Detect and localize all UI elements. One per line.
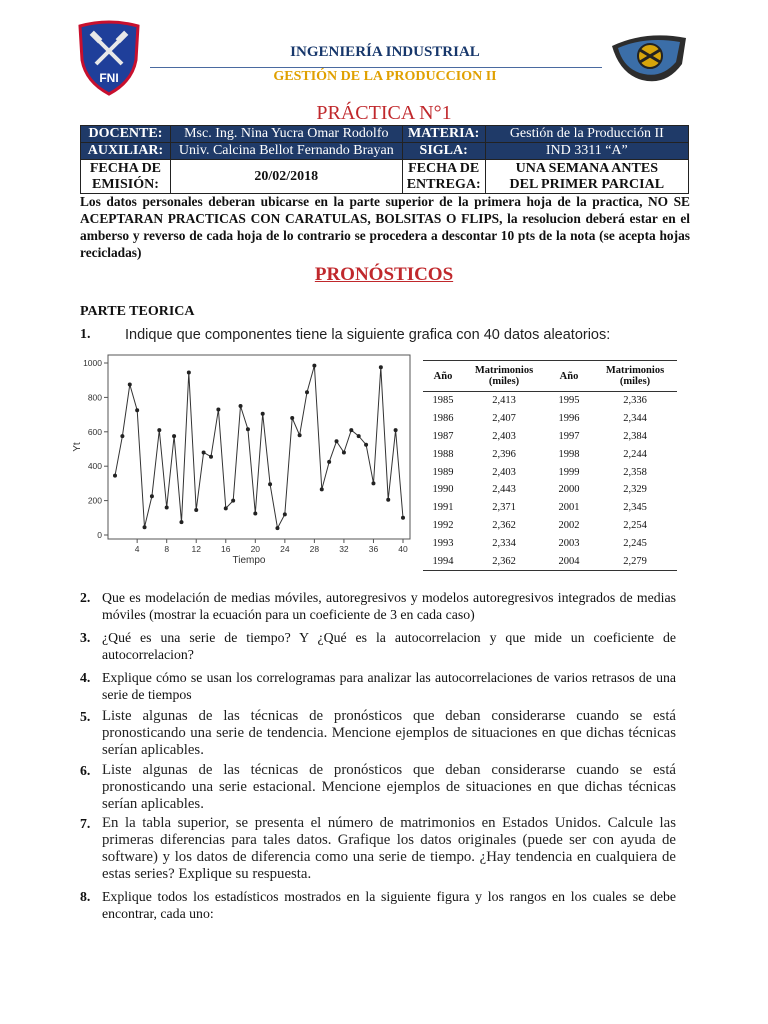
col-header-marriages-1: Matrimonios (miles) [463, 361, 545, 392]
data-point [239, 404, 243, 408]
question-8: 8. Explique todos los estadísticos mostrados en la siguiente figura y los rangos en los cuales se debe encontrar, cada uno: [80, 889, 676, 921]
data-point [298, 433, 302, 437]
x-tick-label: 4 [134, 544, 140, 554]
data-point [187, 370, 191, 374]
sigla-label: SIGLA: [402, 143, 485, 160]
x-tick-label: 32 [339, 544, 349, 554]
header-course-title: GESTIÓN DE LA PRODUCCION II [273, 69, 497, 84]
y-tick-label: 200 [87, 495, 102, 506]
y-tick-label: 400 [87, 461, 102, 472]
data-point [342, 450, 346, 454]
materia-value: Gestión de la Producción II [485, 126, 688, 143]
data-point [113, 474, 117, 478]
x-tick-label: 28 [309, 544, 320, 554]
question-7: 7. En la tabla superior, se presenta el número de matrimonios en Estados Unidos. Calcule las primeras diferencias para tales datos. Grafique los datos originales (puede ser con ayuda de software) y los datos de diferencia como una serie de tiempo. ¿Hay tendencia en cualquiera de estas series? Explique su respuesta. [80, 815, 676, 882]
industrial-engineering-logo [606, 28, 692, 88]
data-point [179, 520, 183, 524]
data-point [143, 525, 147, 529]
data-point [231, 499, 235, 503]
header-divider [150, 67, 602, 68]
x-tick-label: 16 [221, 544, 231, 554]
data-point [394, 428, 398, 432]
col-header-year-2: Año [545, 361, 593, 392]
x-tick-label: 24 [280, 544, 290, 554]
data-point [290, 416, 294, 420]
question-1-number: 1. [80, 327, 91, 342]
data-point [202, 450, 206, 454]
question-6: 6. Liste algunas de las técnicas de pronósticos que deban considerarse cuando se está pronosticando una serie estacional. Mencione ejemplos de situaciones en que dichas técnicas serían aplicables. [80, 762, 676, 812]
materia-label: MATERIA: [402, 126, 485, 143]
x-axis-label: Tiempo [232, 555, 266, 566]
auxiliar-label: AUXILIAR: [81, 143, 171, 160]
table-row: 1988 2,396 1998 2,244 [432, 448, 647, 460]
data-point [135, 408, 139, 412]
header-program-title: INGENIERÍA INDUSTRIAL [290, 44, 480, 60]
data-point [371, 481, 375, 485]
data-point [305, 390, 309, 394]
question-3: 3. ¿Qué es una serie de tiempo? Y ¿Qué es la autocorrelacion y que mide un coeficiente de autocorrelacion? [80, 630, 676, 662]
data-point [379, 365, 383, 369]
data-point [327, 460, 331, 464]
data-point [216, 407, 220, 411]
table-row: 1985 2,413 1995 2,336 [432, 395, 647, 407]
question-2: 2. Que es modelación de medias móviles, autoregresivos y modelos autoregresivos integrados de medias móviles (mostrar la ecuación para un coeficiente de 3 en cada caso) [80, 590, 676, 622]
marriages-table [423, 360, 677, 571]
table-row: 1992 2,362 2002 2,254 [432, 519, 647, 531]
y-tick-label: 1000 [83, 358, 102, 368]
emision-label: FECHA DE EMISIÓN: [81, 160, 171, 194]
data-point [268, 482, 272, 486]
table-row: 1989 2,403 1999 2,358 [432, 466, 647, 478]
data-point [312, 364, 316, 368]
docente-value: Msc. Ing. Nina Yucra Omar Rodolfo [170, 126, 402, 143]
data-point [128, 383, 132, 387]
x-tick-label: 40 [398, 544, 408, 554]
entrega-value: UNA SEMANA ANTES DEL PRIMER PARCIAL [485, 160, 688, 194]
data-point [349, 428, 353, 432]
data-point [253, 512, 257, 516]
col-header-marriages-2: Matrimonios (miles) [593, 361, 677, 392]
table-row: 1987 2,403 1997 2,384 [432, 430, 647, 442]
time-series-chart [68, 349, 416, 568]
table-row: 1990 2,443 2000 2,329 [432, 484, 647, 496]
question-5: 5. Liste algunas de las técnicas de pronósticos que deban considerarse cuando se está pronosticando una serie de tendencia. Mencione ejemplos de situaciones en que dichas técnicas serían aplicables. [80, 708, 676, 758]
data-point [401, 516, 405, 520]
col-header-year-1: Año [423, 361, 463, 392]
x-tick-label: 36 [368, 544, 379, 554]
data-point [120, 434, 124, 438]
table-row: 1994 2,362 2004 2,279 [423, 552, 677, 570]
course-info-table [80, 125, 689, 194]
x-tick-label: 20 [250, 544, 261, 554]
data-point [224, 506, 228, 510]
section-title: PRONÓSTICOS [314, 264, 454, 285]
submission-notice: Los datos personales deberan ubicarse en la parte superior de la primera hoja de la practica, NO SE ACEPTARAN PRACTICAS CON CARATULAS, BOLSITAS O FLIPS, la resolucion deberá estar en el amberso y reverso de cada hoja de lo contrario se procedera a descontar 10 pts de la nota (se acepta hojas recicladas) [80, 194, 690, 260]
table-row: 1986 2,407 1996 2,344 [432, 413, 647, 425]
data-point [194, 508, 198, 512]
sigla-value: IND 3311 “A” [485, 143, 688, 160]
x-tick-label: 12 [191, 544, 201, 554]
emision-value: 20/02/2018 [170, 160, 402, 194]
data-point [283, 512, 287, 516]
practice-title: PRÁCTICA N°1 [316, 102, 452, 124]
data-point [261, 412, 265, 416]
data-point [364, 443, 368, 447]
svg-text:FNI: FNI [99, 71, 119, 85]
y-tick-label: 800 [87, 392, 102, 403]
question-4: 4. Explique cómo se usan los correlogramas para analizar las autocorrelaciones de varios retrasos de una serie de tiempos [80, 670, 676, 702]
plot-area [108, 355, 410, 539]
data-point [150, 494, 154, 498]
data-point [335, 439, 339, 443]
data-point [172, 434, 176, 438]
y-axis-label: Yt [72, 442, 83, 452]
data-point [357, 434, 361, 438]
entrega-label: FECHA DE ENTREGA: [402, 160, 485, 194]
data-point [165, 505, 169, 509]
data-point [320, 487, 324, 491]
table-row: 1991 2,371 2001 2,345 [432, 502, 647, 514]
docente-label: DOCENTE: [81, 126, 171, 143]
table-row: 1993 2,334 2003 2,245 [432, 537, 647, 549]
y-tick-label: 0 [97, 530, 102, 540]
x-tick-label: 8 [164, 544, 170, 554]
fni-shield-logo [76, 20, 142, 96]
y-tick-label: 600 [87, 426, 102, 437]
part-title: PARTE TEORICA [80, 304, 195, 319]
data-point [246, 427, 250, 431]
auxiliar-value: Univ. Calcina Bellot Fernando Brayan [170, 143, 402, 160]
data-point [275, 526, 279, 530]
data-point [209, 455, 213, 459]
question-1-text: Indique que componentes tiene la siguiente grafica con 40 datos aleatorios: [125, 327, 611, 343]
data-point [157, 428, 161, 432]
data-point [386, 498, 390, 502]
